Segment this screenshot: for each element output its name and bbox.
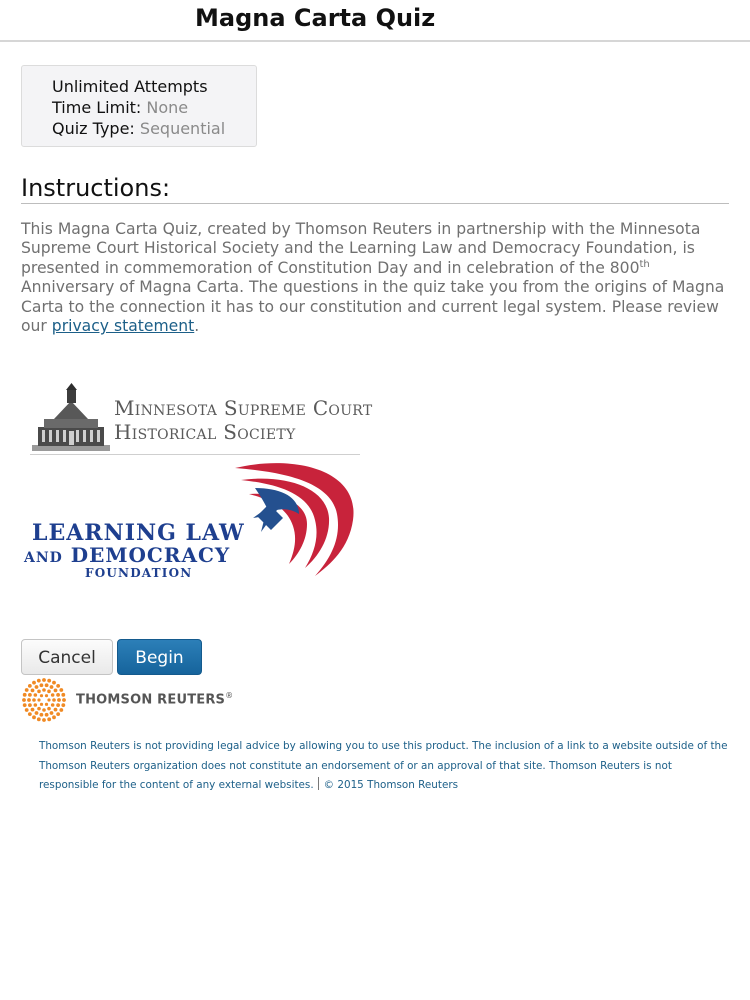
time-limit-row — [52, 97, 256, 118]
cancel-button[interactable]: Cancel — [21, 639, 113, 675]
quiz-type-row — [52, 118, 256, 139]
time-limit-label: Time Limit: — [52, 98, 142, 117]
mn-logo-rule — [30, 454, 360, 455]
mn-historical-society-logo — [30, 383, 375, 458]
begin-button[interactable]: Begin — [117, 639, 202, 675]
privacy-statement-link[interactable]: privacy statement — [51, 317, 195, 336]
thomson-reuters-registered-mark: ® — [225, 691, 234, 700]
header-bar — [0, 0, 750, 42]
lld-logo-line3: FOUNDATION — [85, 566, 193, 580]
mn-logo-line2: Historical Society — [114, 420, 296, 444]
time-limit-value: None — [146, 98, 189, 117]
disclaimer-text: Thomson Reuters is not providing legal advice by allowing you to use this product. The inclusion of a link to a website outside of the Thomson Reuters organization does not constitute an endorsement of or an approval of that site. Thomson Reuters is not responsible for the content of any external websites. — [39, 740, 728, 791]
lld-logo-and: AND — [24, 550, 63, 566]
thomson-reuters-wordmark — [76, 691, 233, 707]
lld-logo-line1: LEARNING LAW — [32, 520, 245, 546]
thomson-reuters-name: THOMSON REUTERS — [76, 692, 226, 708]
instructions-text-end: . — [194, 317, 200, 336]
footer-disclaimer — [39, 737, 729, 796]
instructions-text-part1: This Magna Carta Quiz, created by Thomson Reuters in partnership with the Minnesota Supreme Court Historical Society and the Learning Law and Democracy Foundation, is presented in commemoration of Constitution Day and in celebration of the 800 — [21, 220, 701, 277]
courthouse-icon — [30, 383, 110, 458]
mn-logo-line1: Minnesota Supreme Court — [114, 396, 373, 420]
quiz-type-value: Sequential — [139, 119, 226, 138]
lld-foundation-logo — [20, 458, 365, 588]
thomson-reuters-dots-icon — [22, 678, 66, 722]
lld-logo-line2 — [24, 543, 230, 567]
ordinal-superscript: th — [639, 258, 650, 270]
instructions-text — [21, 220, 729, 336]
swoosh-emblem-icon — [235, 460, 365, 585]
page-title: Magna Carta Quiz — [195, 4, 436, 32]
copyright-text: © 2015 Thomson Reuters — [323, 779, 459, 791]
quiz-type-label: Quiz Type: — [52, 119, 135, 138]
thomson-reuters-logo — [22, 678, 272, 722]
instructions-text-part2: Anniversary of Magna Carta. The questions in the quiz take you from the origins of Magna Carta to the connection it has to our constitution and current legal system. Please review our — [21, 278, 725, 336]
quiz-info-box — [21, 65, 257, 147]
footer-separator — [318, 777, 319, 790]
lld-logo-democracy: DEMOCRACY — [62, 543, 231, 567]
instructions-heading: Instructions: — [21, 173, 729, 204]
attempts-text: Unlimited Attempts — [52, 77, 208, 96]
